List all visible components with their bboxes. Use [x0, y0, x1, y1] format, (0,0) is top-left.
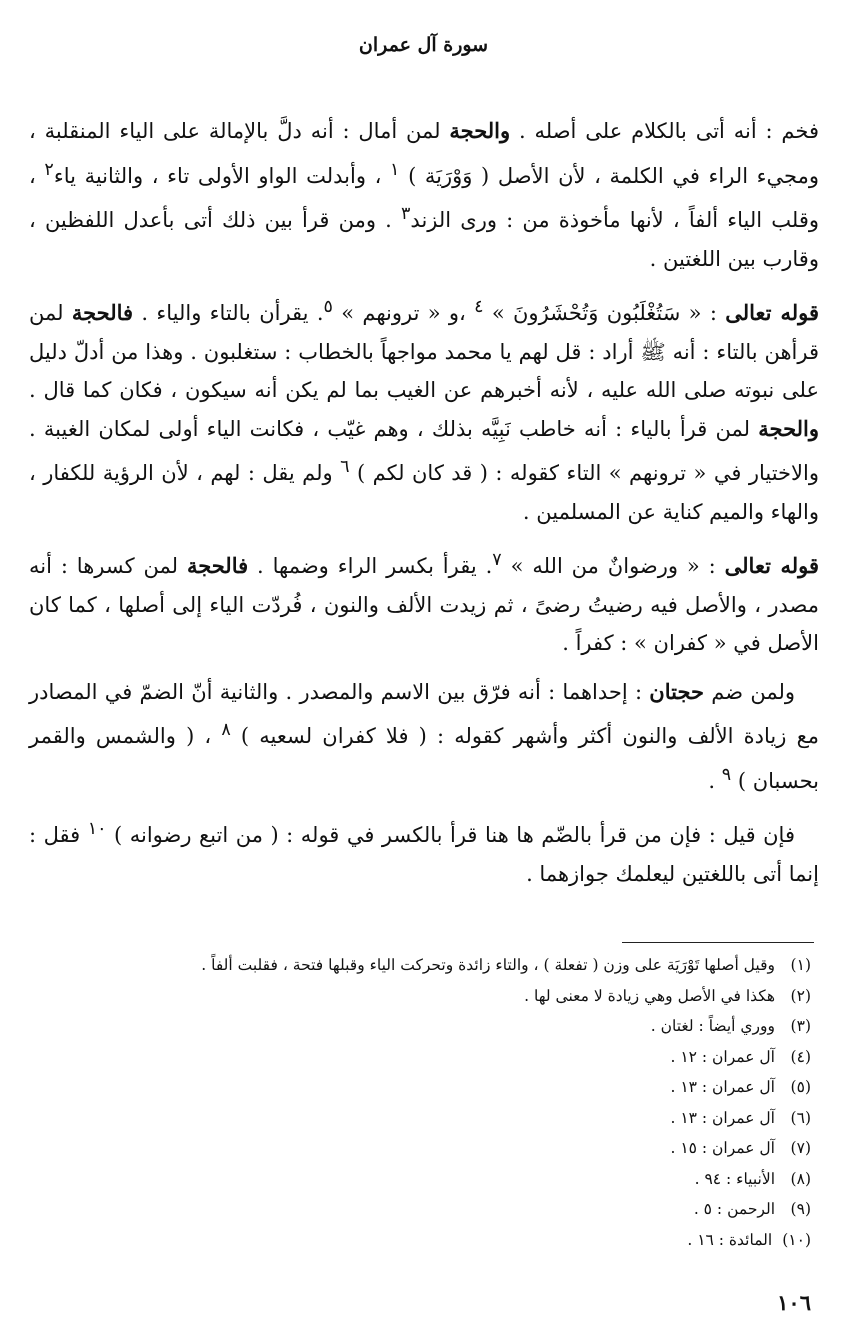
text-run: ، ( والشمس والقمر بحسبان ): [29, 724, 819, 793]
footnotes: [31, 950, 811, 1255]
text-run: : إحداهما : أنه فرّق بين الاسم والمصدر . والثانية أنّ الضمّ في المصادر مع زيادة الألف والنون أكثر وأشهر كقوله : ( فلا كفران لسعيه ): [29, 679, 819, 748]
text-run: . ومن قرأ بين ذلك أتى بأعدل اللفظين ، وقارب بين اللغتين .: [29, 208, 819, 271]
footnote-ref-8: ٨: [221, 720, 231, 740]
footnote-item: [31, 981, 811, 1012]
footnote-item: [31, 1042, 811, 1073]
keyword-hujja: والحجة: [758, 415, 819, 441]
footnote-ref-10: ١٠: [87, 819, 107, 839]
footnote-text: ووري أيضاً : لغتان .: [650, 1017, 775, 1035]
footnote-number: (٦): [790, 1108, 811, 1127]
footnote-item: [31, 1194, 811, 1225]
footnote-number: (٧): [790, 1139, 811, 1157]
page-number: ١٠٦: [777, 1290, 811, 1315]
footnote-text: المائدة : ١٦ .: [687, 1230, 773, 1249]
footnote-text: الرحمن : ٥ .: [693, 1200, 775, 1218]
footnote-number: (١): [790, 956, 811, 974]
footnote-number: (٤): [790, 1047, 811, 1066]
footnote-ref-6: ٦: [340, 457, 350, 477]
text-run: : « ورضوانٌ من الله »: [501, 554, 725, 578]
footnote-text: الأنبياء : ٩٤ .: [694, 1169, 775, 1188]
keyword-qawluhu: قوله تعالى: [725, 300, 819, 325]
footnote-text: وقيل أصلها تَوْرَيَة على وزن ( تفعلة ) ، والتاء زائدة وتحركت الياء وقبلها فتحة ، فقلبت ألفاً .: [201, 956, 775, 974]
footnote-number: (٢): [790, 986, 811, 1005]
footnote-item: [31, 1103, 811, 1134]
text-run: ، وأبدلت الواو الأولى تاء ، والثانية ياء: [53, 163, 391, 188]
text-run: ، وقلب الياء ألفاً ، لأنها مأخوذة من : ورى الزند: [29, 163, 820, 232]
footnote-item: [31, 1133, 811, 1164]
footnote-separator: [622, 942, 814, 943]
footnote-text: آل عمران : ١٣ .: [670, 1108, 775, 1127]
text-run: ولم يقل : لهم ، لأن الرؤية للكفار ، والهاء والميم كناية عن المسلمين .: [29, 461, 819, 524]
footnote-number: (٣): [790, 1017, 811, 1035]
paragraph-1: [29, 112, 819, 278]
keyword-fal-hujja: فالحجة: [71, 300, 134, 325]
paragraph-3: [29, 541, 819, 663]
keyword-hujja: والحجة: [449, 118, 511, 143]
footnote-number: (٥): [790, 1078, 811, 1096]
main-text: [29, 112, 819, 903]
footnote-ref-4: ٤: [474, 297, 484, 317]
page-header-surah-title: سورة آل عمران: [358, 34, 489, 56]
text-run: لمن قرأ بالياء : أنه خاطب نَبِيَّه بذلك ، وهم غيّب ، فكانت الياء أولى لمكان الغيبة . والاختيار في « ترونهم » التاء كقوله : ( قد كان لكم ): [29, 416, 819, 485]
footnote-ref-5: ٥: [323, 297, 333, 317]
paragraph-2: [29, 288, 819, 531]
text-run: لمن أمال : أنه دلَّ بالإمالة على الياء المنقلبة ، ومجيء الراء في الكلمة ، لأن الأصل ( وَوْرَيَة ): [29, 119, 819, 188]
keyword-fal-hujja: فالحجة: [186, 553, 249, 578]
footnote-ref-7: ٧: [492, 550, 502, 570]
footnote-ref-9: ٩: [721, 764, 732, 785]
footnote-number: (٩): [790, 1200, 811, 1218]
footnote-number: (٨): [790, 1169, 811, 1188]
paragraph-4: [29, 673, 819, 801]
footnote-ref-3: ٣: [401, 204, 411, 224]
text-run: ولمن ضم: [704, 679, 795, 704]
text-run: فإن قيل : فإن من قرأ بالضّم ها هنا قرأ بالكسر في قوله : ( من اتبع رضوانه ): [106, 823, 795, 847]
text-run: . يقرأن بالتاء والياء .: [133, 301, 324, 325]
footnote-text: آل عمران : ١٣ .: [670, 1078, 775, 1096]
text-run: فقل : إنما أتى باللغتين ليعلمك جوازهما .: [29, 823, 819, 886]
footnote-ref-2: ٢: [44, 159, 54, 180]
footnote-text: آل عمران : ١٥ .: [670, 1139, 775, 1157]
text-run: فخم : أنه أتى بالكلام على أصله .: [510, 119, 819, 143]
footnote-item: [31, 1225, 811, 1256]
text-run: .: [708, 768, 722, 793]
text-run: . يقرأ بكسر الراء وضمها .: [248, 554, 493, 578]
keyword-qawluhu: قوله تعالى: [724, 553, 820, 578]
footnote-item: [31, 1164, 811, 1195]
footnote-text: آل عمران : ١٢ .: [670, 1047, 775, 1066]
keyword-hujjatan: حجتان: [649, 678, 704, 704]
footnote-item: [31, 950, 811, 981]
footnote-text: هكذا في الأصل وهي زيادة لا معنى لها .: [524, 986, 775, 1005]
text-run: لمن كسرها : أنه مصدر ، والأصل فيه رضيتُ رضىً ، ثم زيدت الألف والنون ، فُردّت الياء إلى أصلها ، كما كان الأصل في « كفران » : كفراً .: [29, 554, 819, 655]
footnote-item: [31, 1072, 811, 1103]
text-run: ،و « ترونهم »: [332, 301, 475, 325]
text-run: : « سَتُغْلَبُون وَتُحْشَرُونَ »: [483, 301, 726, 325]
text-run: لمن قرأهن بالتاء : أنه ﷺ أراد : قل لهم يا محمد مواجهاً بالخطاب : ستغلبون . وهذا من أدلّ دليل على نبوته صلى الله عليه ، لأنه أخبرهم عن الغيب بما لم يكن أنه سيكون ، فكان كما قال .: [29, 301, 819, 402]
paragraph-5: [29, 810, 819, 893]
footnote-ref-1: ١: [390, 159, 400, 180]
footnote-number: (١٠): [782, 1230, 811, 1249]
footnote-item: [31, 1011, 811, 1042]
